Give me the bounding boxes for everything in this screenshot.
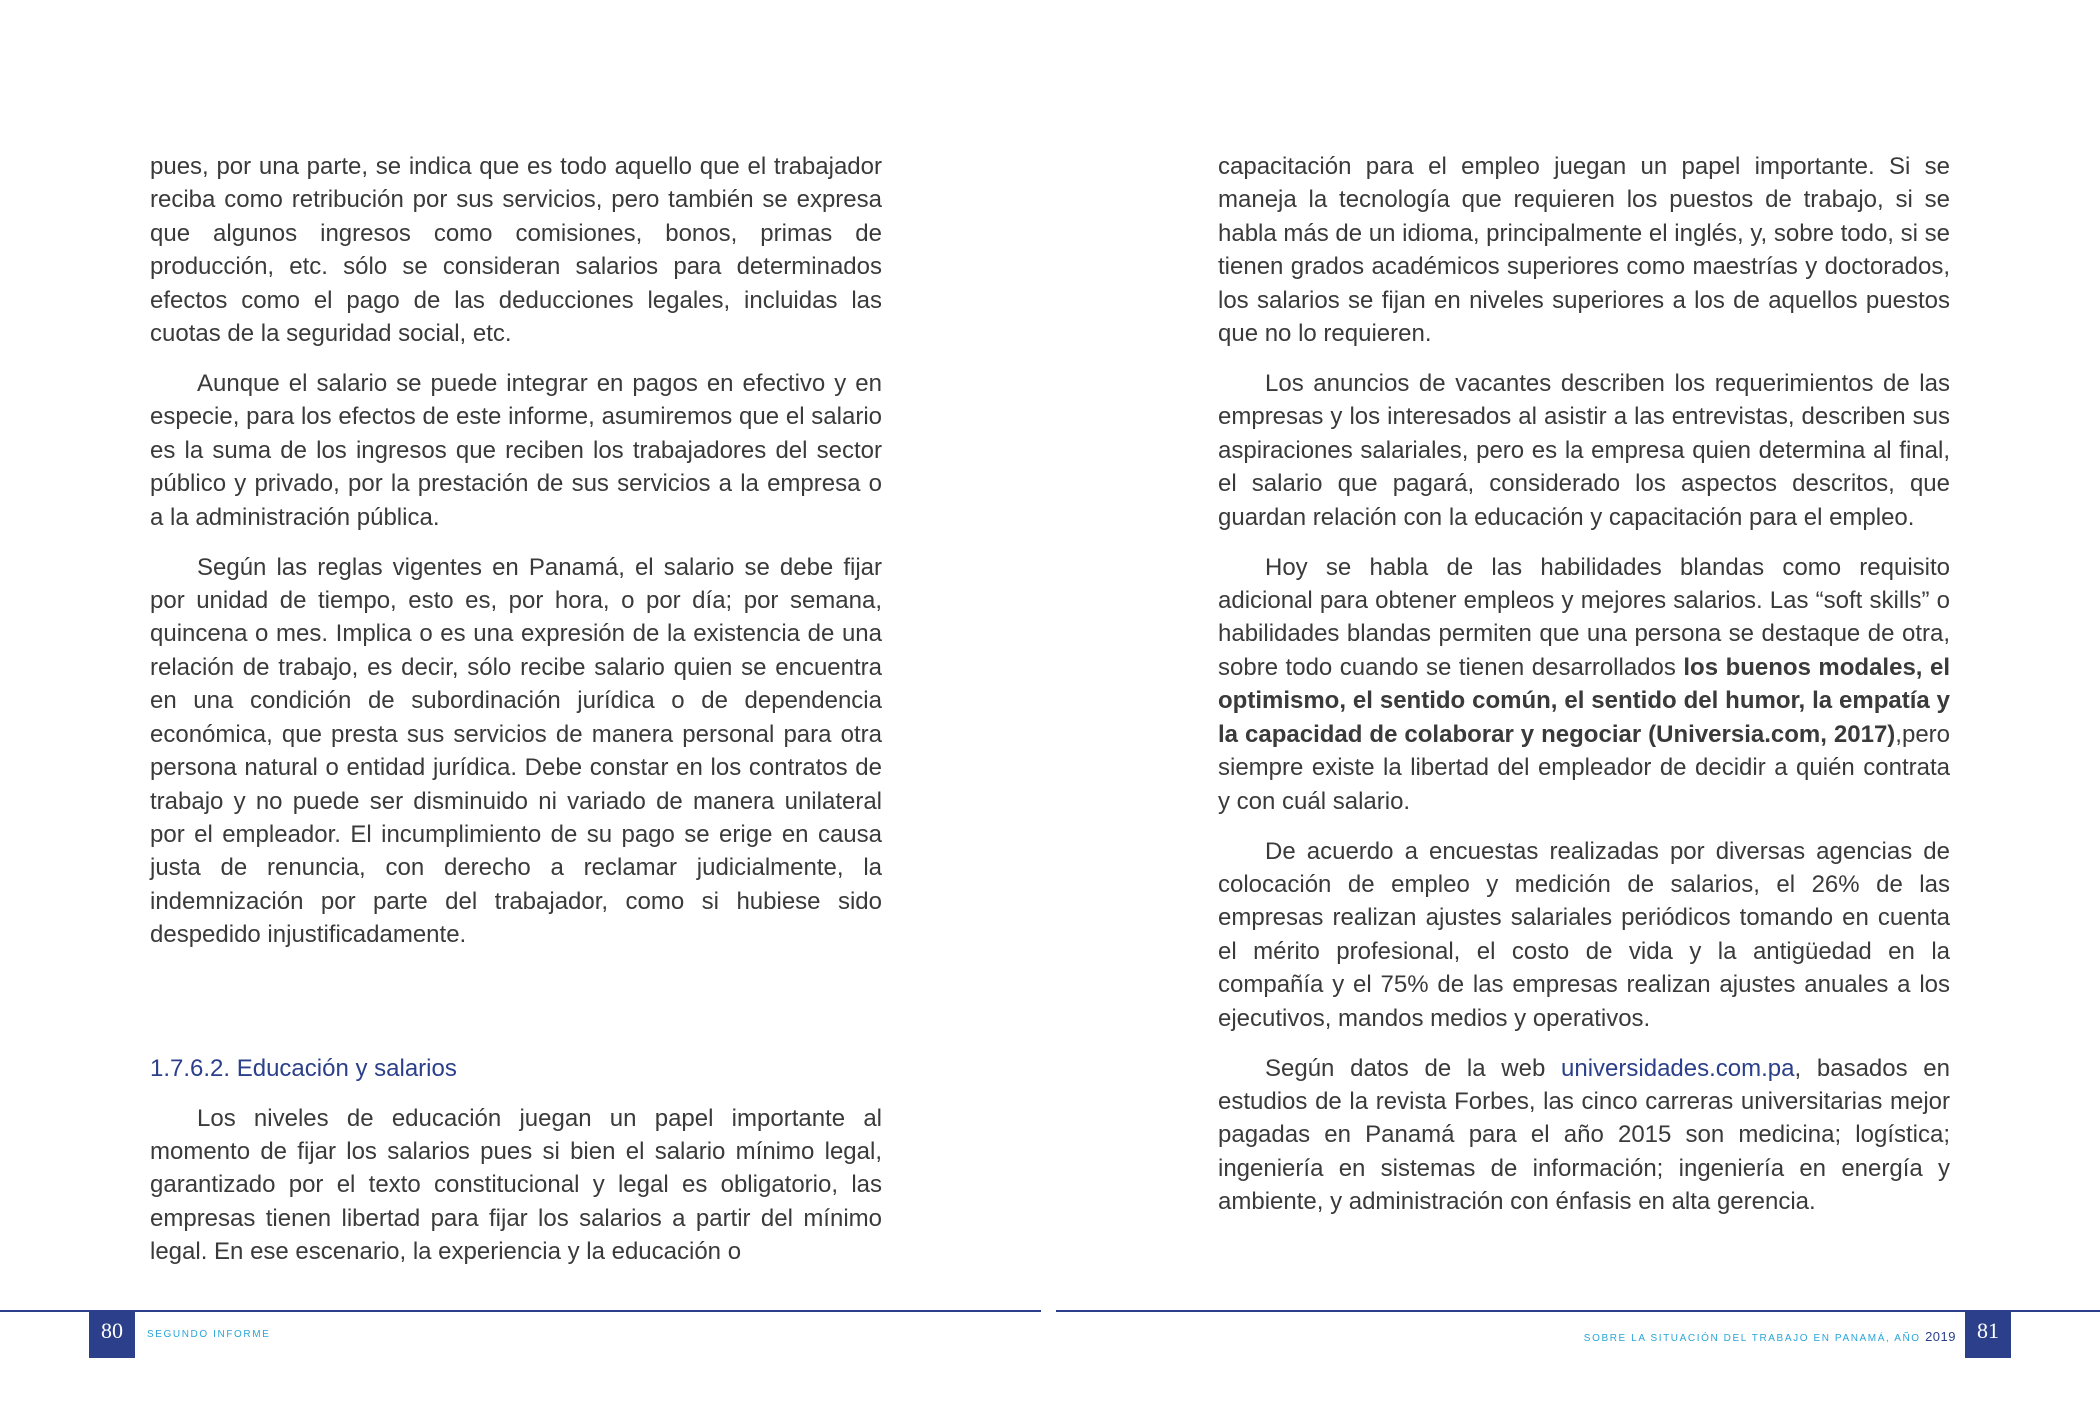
page-number-right: 81 (1965, 1312, 2011, 1358)
paragraph-web-data (1218, 1052, 1950, 1219)
soft-skills-text: Hoy se habla de las habilidades blandas como requisito adicional para obtener empleos y mejores salarios. Las “soft skills” o habilidades blandas permiten que una persona se destaque de otra, sobre todo cuando se tienen desarrollados (1218, 553, 1950, 681)
soft-skills-bold: los buenos modales, el optimismo, el sentido común, el sentido del humor, la empatía y la capacidad de colaborar y negociar (Universia.com, 2017) (1218, 653, 1950, 748)
paragraph-training: capacitación para el empleo juegan un papel importante. Si se maneja la tecnología que requieren los puestos de trabajo, si se habla más de un idioma, principalmente el inglés, y, sobre todo, si se tienen grados académicos superiores como maestrías y doctorados, los salarios se fijan en niveles superiores a los de aquellos puestos que no lo requieren. (1218, 153, 1950, 348)
paragraph-salary-payment: Aunque el salario se puede integrar en pagos en efectivo y en especie, para los efectos de este informe, asumiremos que el salario es la suma de los ingresos que reciben los trabajadores del sector público y privado, por la prestación de sus servicios a la empresa o a la administración pública. (150, 370, 882, 531)
footer-rule-right (1056, 1310, 2100, 1312)
section-spacer (150, 968, 882, 1052)
footer-left: SEGUNDO INFORME (147, 1329, 271, 1340)
paragraph-salary-definition: pues, por una parte, se indica que es todo aquello que el trabajador reciba como retribución por sus servicios, pero también se expresa que algunos ingresos como comisiones, bonos, primas de producción, etc. sólo se consideran salarios para determinados efectos como el pago de las deducciones legales, incluidas las cuotas de la seguridad social, etc. (150, 153, 882, 348)
paragraph-soft-skills (1218, 551, 1950, 818)
left-page-column (150, 150, 882, 1285)
paragraph-surveys: De acuerdo a encuestas realizadas por diversas agencias de colocación de empleo y medición de salarios, el 26% de las empresas realizan ajustes salariales periódicos tomando en cuenta el mérito profesional, el costo de vida y la antigüedad en la compañía y el 75% de las empresas realizan ajustes anuales a los ejecutivos, mandos medios y operativos. (1218, 837, 1950, 1032)
paragraph-panama-rules: Según las reglas vigentes en Panamá, el salario se debe fijar por unidad de tiempo, esto es, por hora, o por día; por semana, quincena o mes. Implica o es una expresión de la existencia de una relación de trabajo, es decir, sólo recibe salario quien se encuentra en una condición de subordinación jurídica o de dependencia económica, que presta sus servicios de manera personal para otra persona natural o entidad jurídica. Debe constar en los contratos de trabajo y no puede ser disminuido ni variado de manera unilateral por el empleador. El incumplimiento de su pago se erige en causa justa de renuncia, con derecho a reclamar judicialmente, la indemnización por parte del trabajador, como si hubiese sido despedido injustificadamente. (150, 553, 882, 949)
paragraph-vacancies: Los anuncios de vacantes describen los requerimientos de las empresas y los interesados al asistir a las entrevistas, describen sus aspiraciones salariales, pero es la empresa quien determina al final, el salario que pagará, considerado los aspectos descritos, que guardan relación con la educación y capacitación para el empleo. (1218, 370, 1950, 531)
footer-right (1584, 1329, 1956, 1344)
soft-skills-text-end: ,pero siempre existe la libertad del empleador de decidir a quién contrata y con cuál salario. (1218, 720, 1950, 815)
universidades-link[interactable]: universidades.com.pa (1561, 1054, 1795, 1082)
footer-year: 2019 (1925, 1329, 1956, 1344)
web-text: Según datos de la web (1265, 1054, 1562, 1082)
page-number-left: 80 (89, 1312, 135, 1358)
section-heading: 1.7.6.2. Educación y salarios (150, 1055, 457, 1083)
footer-right-text: SOBRE LA SITUACIÓN DEL TRABAJO EN PANAMÁ, AÑO (1583, 1333, 1921, 1344)
footer-rule-left (0, 1310, 1041, 1312)
web-text-end: , basados en estudios de la revista Forbes, las cinco carreras universitarias mejor pagadas en Panamá para el año 2015 son medicina; logística; ingeniería en sistemas de información; ingeniería en energía y ambiente, y administración con énfasis en alta gerencia. (1218, 1054, 1951, 1216)
paragraph-education-levels: Los niveles de educación juegan un papel importante al momento de fijar los salarios pues si bien el salario mínimo legal, garantizado por el texto constitucional y legal es obligatorio, las empresas tienen libertad para fijar los salarios a partir del mínimo legal. En ese escenario, la experiencia y la educación o (150, 1104, 882, 1266)
right-page-column (1218, 150, 1950, 1235)
